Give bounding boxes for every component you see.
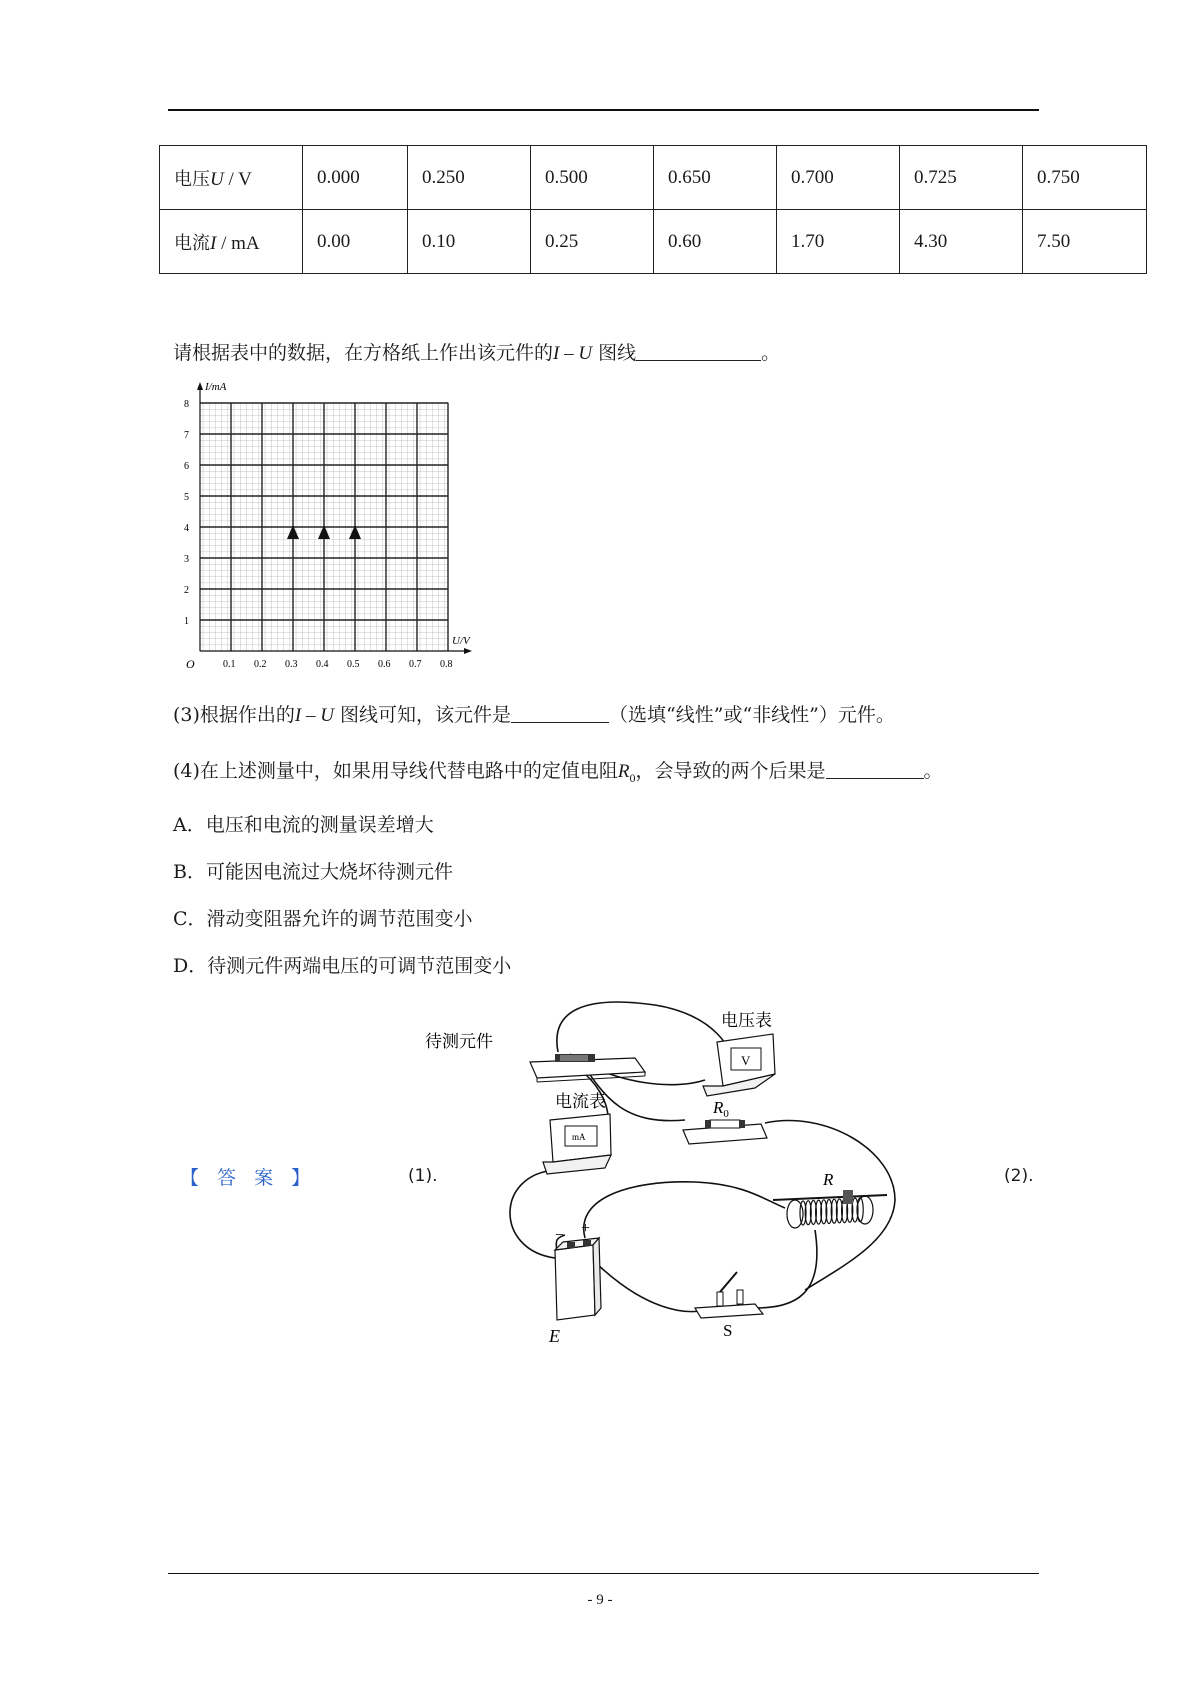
current-row <box>160 210 1147 274</box>
voltage-cell: 0.725 <box>900 146 1023 210</box>
current-cell: 0.10 <box>408 210 531 274</box>
option-c[interactable]: C．滑动变阻器允许的调节范围变小 <box>173 908 473 930</box>
y-tick-label: 2 <box>184 585 189 596</box>
instruction-text: 请根据表中的数据，在方格纸上作出该元件的I – U 图线 。 <box>173 342 781 364</box>
rheostat-label: R <box>823 1170 834 1189</box>
battery <box>555 1238 601 1320</box>
x-axis-label: U/V <box>452 635 470 647</box>
ammeter-symbol: mA <box>572 1132 586 1142</box>
current-row-label: 电流I / mA <box>160 210 303 274</box>
origin-label: O <box>186 657 195 671</box>
answer-tag: 【 答 案 】 <box>180 1167 317 1189</box>
y-tick-label: 7 <box>184 430 189 441</box>
answer-blank[interactable] <box>511 704 609 723</box>
voltage-cell: 0.750 <box>1023 146 1147 210</box>
footer-rule <box>168 1573 1039 1574</box>
answer-blank[interactable] <box>826 760 924 779</box>
y-tick-label: 3 <box>184 554 189 565</box>
y-tick-label: 8 <box>184 399 189 410</box>
x-tick-label: 0.6 <box>378 659 391 670</box>
question-4: (4)在上述测量中，如果用导线代替电路中的定值电阻$R_0$，会导致的两个后果是 。 <box>173 760 943 785</box>
component-under-test <box>530 1054 645 1082</box>
current-cell: 1.70 <box>777 210 900 274</box>
answer-part-1: (1). <box>408 1166 438 1186</box>
voltage-row <box>160 146 1147 210</box>
voltage-cell: 0.650 <box>654 146 777 210</box>
option-a[interactable]: A．电压和电流的测量误差增大 <box>173 814 434 836</box>
answer-blank[interactable] <box>636 342 761 361</box>
battery-minus: − <box>555 1227 565 1244</box>
current-cell: 7.50 <box>1023 210 1147 274</box>
r0-resistor <box>683 1120 767 1144</box>
measurement-table <box>159 145 1147 274</box>
x-tick-label: 0.2 <box>254 659 267 670</box>
switch-label: S <box>723 1321 733 1340</box>
current-cell: 4.30 <box>900 210 1023 274</box>
current-cell: 0.25 <box>531 210 654 274</box>
option-b[interactable]: B．可能因电流过大烧坏待测元件 <box>173 861 453 883</box>
voltage-row-label: 电压U / V <box>160 146 303 210</box>
option-d[interactable]: D．待测元件两端电压的可调节范围变小 <box>173 955 512 977</box>
page-number: - 9 - <box>587 1592 613 1608</box>
battery-label: E <box>549 1326 560 1346</box>
ammeter-label: 电流表 <box>555 1092 606 1112</box>
y-tick-label: 1 <box>184 616 189 627</box>
component-under-test-label: 待测元件 <box>425 1032 493 1052</box>
x-tick-label: 0.1 <box>223 659 236 670</box>
iu-graph <box>178 378 478 678</box>
voltage-cell: 0.000 <box>303 146 408 210</box>
current-cell: 0.60 <box>654 210 777 274</box>
y-tick-label: 4 <box>184 523 189 534</box>
x-axis-arrow <box>464 648 472 654</box>
y-axis-label: I/mA <box>205 381 227 393</box>
header-rule <box>168 109 1039 111</box>
circuit-diagram <box>425 990 925 1350</box>
y-axis-arrow <box>197 382 203 390</box>
x-tick-label: 0.3 <box>285 659 298 670</box>
voltage-cell: 0.500 <box>531 146 654 210</box>
r0-label: $R_0$ <box>713 1098 729 1120</box>
x-tick-label: 0.7 <box>409 659 422 670</box>
answer-part-2: (2). <box>1004 1166 1034 1186</box>
battery-plus: + <box>581 1220 591 1237</box>
y-tick-label: 5 <box>184 492 189 503</box>
rheostat <box>773 1190 887 1228</box>
y-tick-label: 6 <box>184 461 189 472</box>
x-tick-label: 0.8 <box>440 659 453 670</box>
question-3: (3)根据作出的I – U 图线可知，该元件是 （选填“线性”或“非线性”）元件。 <box>173 704 895 726</box>
voltage-cell: 0.250 <box>408 146 531 210</box>
voltage-cell: 0.700 <box>777 146 900 210</box>
voltmeter <box>703 1034 775 1096</box>
switch <box>695 1272 763 1318</box>
x-tick-label: 0.4 <box>316 659 329 670</box>
voltmeter-symbol: V <box>741 1053 751 1068</box>
current-cell: 0.00 <box>303 210 408 274</box>
voltmeter-label: 电压表 <box>721 1011 772 1031</box>
x-tick-label: 0.5 <box>347 659 360 670</box>
ammeter <box>543 1114 611 1174</box>
